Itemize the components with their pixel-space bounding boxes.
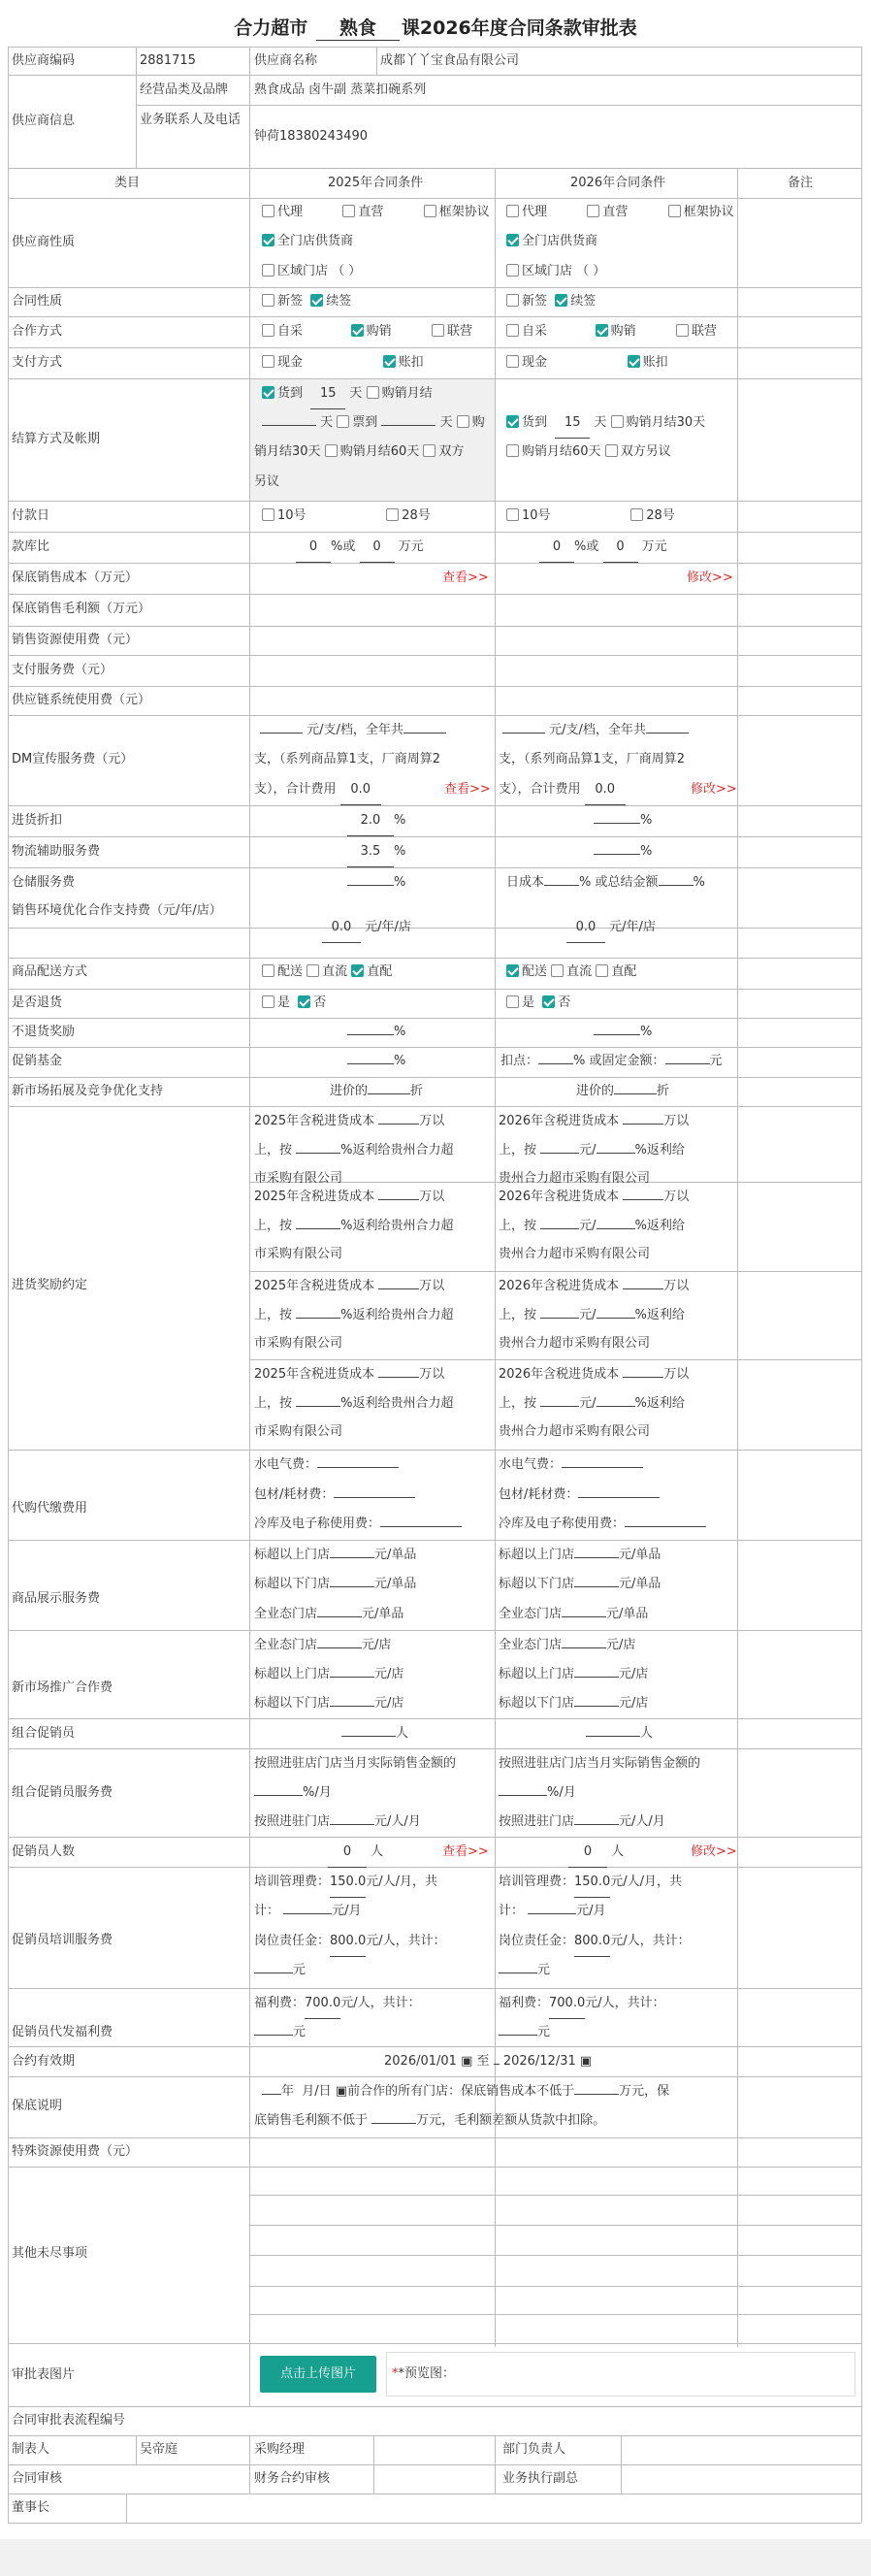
warehouse-2025: % xyxy=(347,868,405,897)
payment-mode-label: 支付方式 xyxy=(12,355,63,370)
reward-2025-l1: 2025年含税进货成本 万以 xyxy=(254,1279,445,1293)
training-2026-l1: 培训管理费：150.0元/人/月，共 xyxy=(499,1868,682,1898)
checkbox[interactable] xyxy=(262,294,274,307)
buyer-label: 采购经理 xyxy=(254,2442,306,2457)
checkbox-checked[interactable] xyxy=(383,355,396,368)
payday-2026: 10号 28号 xyxy=(506,502,675,531)
promo-fund-label: 促销基金 xyxy=(12,1054,63,1068)
supplier-nature-label: 供应商性质 xyxy=(12,235,76,249)
delivery-label: 商品配送方式 xyxy=(12,964,88,979)
checkbox[interactable] xyxy=(506,294,519,307)
promoter-2026: 0 人 xyxy=(568,1838,624,1868)
calendar-icon[interactable]: ▣ xyxy=(579,2054,593,2069)
reward-2025-l3: 市采购有限公司 xyxy=(254,1171,343,1186)
dm-2025-line1: 元/支/档，全年共 xyxy=(260,716,446,745)
material-2026: 包材/耗材费： xyxy=(499,1481,660,1510)
dm-total-2025[interactable]: 0.0 xyxy=(340,775,381,805)
dm-2026-line2: 支，（系列商品算1支，厂商周算2 xyxy=(499,752,686,766)
header-2026: 2026年合同条件 xyxy=(570,176,666,190)
header-item: 类目 xyxy=(114,176,141,190)
returnable-2026: 是 否 xyxy=(506,989,570,1018)
training-2026-l3: 岗位责任金：800.0元/人，共计： xyxy=(499,1927,691,1957)
dept-name: 熟食 xyxy=(316,14,400,41)
purchase-discount-label: 进货折扣 xyxy=(12,813,63,828)
reward-2025-l3: 市采购有限公司 xyxy=(254,1336,343,1351)
settlement-2026-line1: 货到 15 天 购销月结30天 xyxy=(506,408,705,439)
no-return-2025: % xyxy=(347,1018,405,1047)
view-link[interactable]: 查看>> xyxy=(442,571,489,585)
reward-2026-l2: 上，按 元/ %返利给 xyxy=(499,1143,685,1158)
audit-label: 合同审核 xyxy=(12,2471,63,2486)
calendar-icon[interactable]: ▣ xyxy=(461,2054,473,2069)
newstore-2026-all: 全业态门店 元/店 xyxy=(499,1638,636,1652)
supply-chain-label: 供应链系统使用费（元） xyxy=(12,693,151,707)
water-2026: 水电气费： xyxy=(499,1451,643,1480)
training-2025-l2: 计： 元/月 xyxy=(254,1904,362,1918)
gs-2025-l1: 按照进驻店门店当月实际销售金额的 xyxy=(254,1756,457,1771)
dept-head-label: 部门负责人 xyxy=(502,2442,566,2457)
supplier-name-value: 成都丫丫宝食品有限公司 xyxy=(380,53,520,68)
newstore-2025-above: 标超以上门店 元/店 xyxy=(254,1667,404,1681)
settlement-2025-line3: 销月结30天 购销月结60天 双方 xyxy=(254,444,465,459)
contract-2025: 新签 续签 xyxy=(262,287,351,316)
agency-fee-label: 代购代缴费用 xyxy=(12,1501,88,1516)
display-2026-all: 全业态门店 元/单品 xyxy=(499,1607,649,1621)
display-2025-above: 标超以上门店 元/单品 xyxy=(254,1548,417,1562)
validity-label: 合约有效期 xyxy=(12,2054,76,2069)
contract-nature-label: 合同性质 xyxy=(12,294,63,309)
view-link[interactable]: 查看>> xyxy=(444,782,491,797)
guarantee-cost-label: 保底销售成本（万元） xyxy=(12,571,139,585)
payday-label: 付款日 xyxy=(12,508,50,523)
checkbox[interactable] xyxy=(262,205,274,217)
nature-2026-row3: 区域门店 （ ） xyxy=(506,257,605,286)
reward-2025-l2: 上，按 %返利给贵州合力超 xyxy=(254,1396,454,1411)
promo-fund-2026: 扣点： % 或固定金额： 元 xyxy=(500,1054,723,1068)
guarantee-note-line2: 底销售毛利额不低于 万元，毛利额差额从货款中扣除。 xyxy=(254,2113,606,2128)
checkbox[interactable] xyxy=(506,324,519,337)
nature-2025-row1: 代理 直营 框架协议 xyxy=(262,198,490,227)
contract-2026: 新签 续签 xyxy=(506,287,596,316)
checkbox-checked[interactable] xyxy=(506,234,519,246)
dm-2025-line3: 支），合计费用 0.0 xyxy=(254,775,381,805)
gs-2026-l2: %/月 xyxy=(499,1778,576,1808)
pay-service-label: 支付服务费（元） xyxy=(12,663,113,677)
logistics-2025-value[interactable]: 3.5 xyxy=(347,837,394,867)
reward-2026-l2: 上，按 元/ %返利给 xyxy=(499,1219,685,1233)
settlement-2025-line2: 天 票到 天 购 xyxy=(262,408,485,438)
reward-2026-l1: 2026年含税进货成本 万以 xyxy=(499,1367,690,1382)
deduction-2025-b[interactable]: 0 xyxy=(360,533,395,563)
checkbox[interactable] xyxy=(262,508,274,521)
reward-2026-l1: 2026年含税进货成本 万以 xyxy=(499,1190,690,1204)
checkbox[interactable] xyxy=(457,415,469,428)
logistics-label: 物流辅助服务费 xyxy=(12,844,101,859)
reward-2025-l3: 市采购有限公司 xyxy=(254,1247,343,1261)
reward-2026-l2: 上，按 元/ %返利给 xyxy=(499,1396,685,1411)
welfare-label: 促销员代发福利费 xyxy=(12,2025,113,2039)
new-market-2025: 进价的 折 xyxy=(330,1084,424,1098)
delivery-2025: 配送 直流 直配 xyxy=(262,958,392,987)
env-2025-value[interactable]: 0.0 xyxy=(322,913,361,943)
checkbox[interactable] xyxy=(611,415,624,428)
cold-2026: 冷库及电子称使用费： xyxy=(499,1510,706,1539)
payment-2025: 现金 账扣 xyxy=(262,348,424,377)
settlement-label: 结算方式及帐期 xyxy=(12,432,101,446)
preview-label: **预览图： xyxy=(392,2366,456,2381)
new-market-2026: 进价的 折 xyxy=(576,1084,670,1098)
reward-2026-l2: 上，按 元/ %返利给 xyxy=(499,1308,685,1322)
other-label: 其他未尽事项 xyxy=(12,2246,88,2261)
nature-2025-row3: 区域门店 （ ） xyxy=(262,257,361,286)
dm-total-2026[interactable]: 0.0 xyxy=(585,775,626,805)
settlement-2026-line2: 购销月结60天 双方另议 xyxy=(506,438,671,467)
newstore-2025-below: 标超以下门店 元/店 xyxy=(254,1696,404,1711)
supplier-code-label: 供应商编码 xyxy=(12,53,76,68)
discount-2026: % xyxy=(594,806,652,835)
returnable-2025: 是 否 xyxy=(262,989,326,1018)
water-2025: 水电气费： xyxy=(254,1451,399,1480)
deduction-2025-a[interactable]: 0 xyxy=(296,533,331,563)
checkbox[interactable] xyxy=(423,444,436,457)
chairman-label: 董事长 xyxy=(12,2500,50,2515)
checkbox-checked[interactable] xyxy=(542,995,555,1008)
payday-2025: 10号 28号 xyxy=(262,502,431,531)
checkbox-checked[interactable] xyxy=(555,294,567,307)
duty-fee-2026[interactable]: 800.0 xyxy=(574,1927,610,1957)
env-2026-value[interactable]: 0.0 xyxy=(566,913,605,943)
category-value: 熟食成品 卤牛副 蒸菜扣碗系列 xyxy=(254,82,427,97)
guarantee-note-label: 保底说明 xyxy=(12,2099,63,2113)
settlement-days-2025[interactable]: 15 xyxy=(310,379,345,409)
training-fee-2026[interactable]: 150.0 xyxy=(574,1868,610,1898)
gs-2026-l3: 按照进驻门店 元/人/月 xyxy=(499,1814,665,1829)
newstore-2026-below: 标超以下门店 元/店 xyxy=(499,1696,649,1711)
dm-2025-line2: 支，（系列商品算1支，厂商周算2 xyxy=(254,752,441,766)
category-label: 经营品类及品牌 xyxy=(140,82,229,97)
checkbox[interactable] xyxy=(676,324,689,337)
promoter-2026-value[interactable]: 0 xyxy=(568,1838,607,1868)
promoter-2025-value[interactable]: 0 xyxy=(328,1838,367,1868)
welfare-2026-l1: 福利费：700.0元/人，共计： xyxy=(499,1989,665,2019)
supplier-code-value: 2881715 xyxy=(140,53,196,68)
checkbox[interactable] xyxy=(506,444,519,457)
checkbox[interactable] xyxy=(596,964,608,977)
checkbox[interactable] xyxy=(432,324,444,337)
promo-fund-2025: % xyxy=(347,1047,405,1076)
reward-2026-l1: 2026年含税进货成本 万以 xyxy=(499,1114,690,1128)
reward-2026-l3: 贵州合力超市采购有限公司 xyxy=(499,1171,651,1186)
resource-fee-label: 销售资源使用费（元） xyxy=(12,633,139,647)
validity-to[interactable]: 2026/12/31 xyxy=(502,2054,576,2069)
warehouse-2026: 日成本 % 或总结金额 % xyxy=(506,875,705,890)
checkbox[interactable] xyxy=(630,508,643,521)
gs-2025-l3: 按照进驻门店 元/人/月 xyxy=(254,1814,421,1829)
reward-2025-l1: 2025年含税进货成本 万以 xyxy=(254,1367,445,1382)
bottom-bar xyxy=(0,2539,871,2576)
vp-label: 业务执行副总 xyxy=(502,2471,579,2486)
upload-image-button[interactable]: 点击上传图片 xyxy=(260,2356,376,2393)
calendar-icon[interactable]: ▣ xyxy=(335,2084,348,2099)
checkbox[interactable] xyxy=(262,264,274,277)
deduction-2025: 0 %或 0 万元 xyxy=(296,533,424,563)
group-promoter-label: 组合促销员 xyxy=(12,1726,76,1741)
cold-2025: 冷库及电子称使用费： xyxy=(254,1510,462,1539)
margin-label: 保底销售毛利额（万元） xyxy=(12,602,151,616)
coop-mode-label: 合作方式 xyxy=(12,324,63,339)
checkbox[interactable] xyxy=(551,964,564,977)
reward-2025-l2: 上，按 %返利给贵州合力超 xyxy=(254,1219,454,1233)
dm-label: DM宣传服务费（元） xyxy=(12,752,134,766)
image-label: 审批表图片 xyxy=(12,2367,76,2382)
newstore-2025-all: 全业态门店 元/店 xyxy=(254,1638,392,1652)
preview-box xyxy=(386,2352,855,2397)
no-return-reward-label: 不退货奖励 xyxy=(12,1025,76,1039)
new-market-label: 新市场拓展及竞争优化支持 xyxy=(12,1084,164,1098)
display-2025-below: 标超以下门店 元/单品 xyxy=(254,1577,417,1591)
welfare-2025-l1: 福利费：700.0元/人，共计： xyxy=(254,1989,421,2019)
validity-range: 2026/01/01 ▣ 至 2026/12/31 ▣ xyxy=(384,2054,593,2069)
reward-2025-l1: 2025年含税进货成本 万以 xyxy=(254,1114,445,1128)
checkbox-checked[interactable] xyxy=(351,324,364,337)
welfare-2025[interactable]: 700.0 xyxy=(305,1989,340,2019)
checkbox[interactable] xyxy=(306,964,319,977)
returnable-label: 是否退货 xyxy=(12,995,63,1010)
checkbox[interactable] xyxy=(262,355,274,368)
finance-label: 财务合约审核 xyxy=(254,2471,331,2486)
welfare-2026[interactable]: 700.0 xyxy=(549,1989,585,2019)
checkbox[interactable] xyxy=(506,264,519,277)
form-title: 合力超市 熟食 课2026年度合同条款审批表 xyxy=(0,14,871,41)
training-2026-l4: 元 xyxy=(499,1956,550,1985)
welfare-2026-l2: 元 xyxy=(499,2018,550,2047)
supplier-name-label: 供应商名称 xyxy=(254,53,318,68)
contact-label: 业务联系人及电话 xyxy=(140,113,242,127)
checkbox[interactable] xyxy=(325,444,338,457)
group-promoter-2025: 人 xyxy=(341,1719,408,1748)
checkbox[interactable] xyxy=(424,205,436,217)
reward-2025-l2: 上，按 %返利给贵州合力超 xyxy=(254,1308,454,1322)
training-label: 促销员培训服务费 xyxy=(12,1933,113,1947)
reward-2026-l3: 贵州合力超市采购有限公司 xyxy=(499,1424,651,1439)
training-2025-l1: 培训管理费：150.0元/人/月，共 xyxy=(254,1868,437,1898)
env-2026: 0.0 元/年/店 xyxy=(566,913,656,943)
promoter-2025: 0 人 xyxy=(328,1838,383,1868)
view-link[interactable]: 查看>> xyxy=(442,1844,489,1859)
purchase-reward-label: 进货奖励约定 xyxy=(12,1278,88,1292)
reward-2025-l2: 上，按 %返利给贵州合力超 xyxy=(254,1143,454,1158)
display-fee-label: 商品展示服务费 xyxy=(12,1591,101,1606)
maker-name: 吴帝庭 xyxy=(140,2442,178,2457)
training-2025-l3: 岗位责任金：800.0元/人，共计： xyxy=(254,1927,446,1957)
checkbox-checked[interactable] xyxy=(506,415,519,428)
special-fee-label: 特殊资源使用费（元） xyxy=(12,2144,139,2159)
edit-link[interactable]: 修改>> xyxy=(691,782,737,797)
reward-2026-l3: 贵州合力超市采购有限公司 xyxy=(499,1336,651,1351)
flow-number-label: 合同审批表流程编号 xyxy=(12,2413,126,2428)
discount-2025-value[interactable]: 2.0 xyxy=(347,806,394,836)
contact-value: 钟荷18380243490 xyxy=(254,129,368,144)
deduction-2026-a[interactable]: 0 xyxy=(539,533,574,563)
edit-link[interactable]: 修改>> xyxy=(691,1844,737,1859)
checkbox[interactable] xyxy=(587,205,599,217)
welfare-2025-l2: 元 xyxy=(254,2018,306,2047)
settlement-2025-line1: 货到 15 天 购销月结 xyxy=(262,379,433,409)
reward-2026-l1: 2026年含税进货成本 万以 xyxy=(499,1279,690,1293)
duty-fee-2025[interactable]: 800.0 xyxy=(330,1927,366,1957)
settlement-days-2026[interactable]: 15 xyxy=(555,408,590,439)
deduction-label: 款库比 xyxy=(12,539,50,554)
reward-2025-l3: 市采购有限公司 xyxy=(254,1424,343,1439)
warehouse-label: 仓储服务费 xyxy=(12,875,76,890)
newstore-2026-above: 标超以上门店 元/店 xyxy=(499,1667,649,1681)
deduction-2026: 0 %或 0 万元 xyxy=(539,533,667,563)
logistics-2026: % xyxy=(594,837,652,866)
new-store-label: 新市场推广合作费 xyxy=(12,1680,113,1695)
checkbox[interactable] xyxy=(262,964,274,977)
checkbox[interactable] xyxy=(506,508,519,521)
checkbox[interactable] xyxy=(506,355,519,368)
checkbox[interactable] xyxy=(668,205,681,217)
supplier-info-label: 供应商信息 xyxy=(12,114,76,128)
group-service-label: 组合促销员服务费 xyxy=(12,1785,113,1800)
checkbox-checked[interactable] xyxy=(506,964,519,977)
reward-2026-l3: 贵州合力超市采购有限公司 xyxy=(499,1247,651,1261)
no-return-2026: % xyxy=(594,1018,652,1047)
delivery-2026: 配送 直流 直配 xyxy=(506,958,636,987)
group-promoter-2026: 人 xyxy=(586,1719,653,1748)
checkbox[interactable] xyxy=(337,415,349,428)
nature-2026-row1: 代理 直营 框架协议 xyxy=(506,198,734,227)
checkbox-checked[interactable] xyxy=(628,355,640,368)
logistics-2025: 3.5 % xyxy=(347,837,405,867)
header-remark: 备注 xyxy=(788,176,814,190)
promoter-count-label: 促销员人数 xyxy=(12,1844,76,1859)
training-2025-l4: 元 xyxy=(254,1956,306,1985)
coop-2025: 自采 购销 联营 xyxy=(262,317,472,346)
checkbox[interactable] xyxy=(342,205,355,217)
checkbox[interactable] xyxy=(506,205,519,217)
nature-2026-row2: 全门店供货商 xyxy=(506,227,597,256)
env-2025: 0.0 元/年/店 xyxy=(322,913,411,943)
checkbox-checked[interactable] xyxy=(262,386,274,399)
checkbox-checked[interactable] xyxy=(310,294,323,307)
training-fee-2025[interactable]: 150.0 xyxy=(330,1868,366,1898)
training-2026-l2: 计： 元/月 xyxy=(499,1904,606,1918)
reward-2025-l1: 2025年含税进货成本 万以 xyxy=(254,1190,445,1204)
env-fee-label: 销售环境优化合作支持费（元/年/店） xyxy=(12,903,222,918)
guarantee-note-line1: 年 月/日 ▣前合作的所有门店：保底销售成本不低于 万元，保 xyxy=(262,2077,669,2106)
dm-2026-line1: 元/支/档，全年共 xyxy=(502,716,689,745)
checkbox[interactable] xyxy=(386,508,399,521)
checkbox-checked[interactable] xyxy=(351,964,364,977)
settlement-2025-line4: 另议 xyxy=(254,474,280,489)
payment-2026: 现金 账扣 xyxy=(506,348,668,377)
checkbox[interactable] xyxy=(605,444,618,457)
maker-label: 制表人 xyxy=(12,2442,50,2457)
gs-2025-l2: %/月 xyxy=(254,1778,332,1808)
display-2025-all: 全业态门店 元/单品 xyxy=(254,1607,404,1621)
checkbox[interactable] xyxy=(262,324,274,337)
gs-2026-l1: 按照进驻店门店当月实际销售金额的 xyxy=(499,1756,701,1771)
discount-2025: 2.0 % xyxy=(347,806,405,836)
checkbox-checked[interactable] xyxy=(298,995,310,1008)
validity-from[interactable]: 2026/01/01 xyxy=(384,2054,457,2069)
material-2025: 包材/耗材费： xyxy=(254,1481,415,1510)
checkbox-checked[interactable] xyxy=(596,324,608,337)
dm-2026-line3: 支），合计费用 0.0 xyxy=(499,775,626,805)
header-2025: 2025年合同条件 xyxy=(328,176,424,190)
checkbox-checked[interactable] xyxy=(262,234,274,246)
checkbox[interactable] xyxy=(262,995,274,1008)
display-2026-below: 标超以下门店 元/单品 xyxy=(499,1577,661,1591)
checkbox[interactable] xyxy=(506,995,519,1008)
edit-link[interactable]: 修改>> xyxy=(687,571,733,585)
checkbox[interactable] xyxy=(367,386,379,399)
display-2026-above: 标超以上门店 元/单品 xyxy=(499,1548,661,1562)
coop-2026: 自采 购销 联营 xyxy=(506,317,717,346)
deduction-2026-b[interactable]: 0 xyxy=(603,533,638,563)
nature-2025-row2: 全门店供货商 xyxy=(262,227,353,256)
